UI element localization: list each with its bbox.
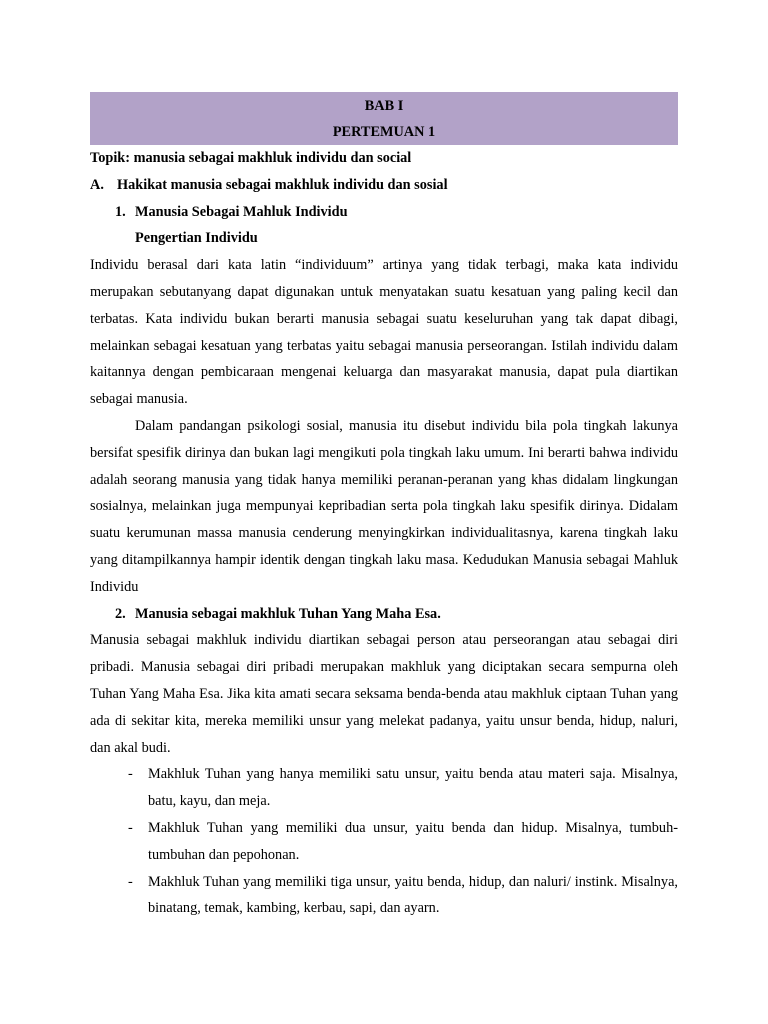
paragraph-psikologi-sosial: Dalam pandangan psikologi sosial, manusia itu disebut individu bila pola tingkah lakunya bersifat spesifik dirinya dan bukan lagi mengikuti pola tingkah laku umum. Ini berarti bahwa individu adalah seorang manusia yang tidak hanya memiliki peranan-peranan yang khas didalam lingkungan sosialnya, melainkan juga mempunyai kepribadian serta pola tingkah laku spesifik dirinya. Didalam suatu kerumunan massa manusia cenderung menyingkirkan individualitasnya, karena tingkah laku yang ditampilkannya hampir identik dengan tingkah laku masa. Kedudukan Manusia sebagai Mahluk Individu [90, 417, 678, 595]
subsection-1-marker: 1. [115, 203, 126, 220]
paragraph-makhluk-tuhan: Manusia sebagai makhluk individu diartikan sebagai person atau perseorangan atau sebagai diri pribadi. Manusia sebagai diri pribadi merupakan makhluk yang diciptakan secara sempurna oleh Tuhan Yang Maha Esa. Jika kita amati secara seksama benda-benda atau makhluk ciptaan Tuhan yang ada di sekitar kita, mereka memiliki unsur yang melekat padanya, yaitu unsur benda, hidup, naluri, dan akal budi. [90, 632, 678, 756]
subsection-2-heading [90, 601, 678, 628]
list-item-text: Makhluk Tuhan yang memiliki dua unsur, yaitu benda dan hidup. Misalnya, tumbuh-tumbuhan dan pepohonan. [148, 819, 678, 863]
subsection-2-title: Manusia sebagai makhluk Tuhan Yang Maha Esa. [135, 605, 441, 622]
bullet-dash: - [128, 819, 133, 836]
paragraph-individu-definition: Individu berasal dari kata latin “individuum” artinya yang tidak terbagi, maka kata individu merupakan sebutanyang dapat digunakan untuk menyatakan suatu kesatuan yang paling kecil dan terbatas. Kata individu bukan berarti manusia sebagai suatu keseluruhan yang tak dapat dibagi, melainkan sebagai kesatuan yang terbatas yaitu sebagai manusia perseorangan. Istilah individu dalam kaitannya dengan pembicaraan mengenai keluarga dan masyarakat manusia, dapat pula diartikan sebagai manusia. [90, 257, 678, 408]
subheading-pengertian: Pengertian Individu [135, 230, 258, 247]
subsection-1-title: Manusia Sebagai Mahluk Individu [135, 203, 348, 220]
section-a-marker: A. [90, 176, 104, 193]
bullet-dash: - [128, 766, 133, 783]
section-a-title: Hakikat manusia sebagai makhluk individu dan sosial [117, 176, 448, 193]
bullet-list [90, 761, 678, 922]
bullet-dash: - [128, 873, 133, 890]
subsection-1-heading [90, 199, 678, 226]
list-item [90, 815, 678, 869]
list-item-text: Makhluk Tuhan yang hanya memiliki satu unsur, yaitu benda atau materi saja. Misalnya, batu, kayu, dan meja. [148, 766, 678, 810]
list-item-text: Makhluk Tuhan yang memiliki tiga unsur, yaitu benda, hidup, dan naluri/ instink. Misalnya, binatang, temak, kambing, kerbau, sapi, dan ayarn. [148, 873, 678, 917]
page-content [90, 92, 678, 922]
list-item [90, 869, 678, 923]
chapter-banner [90, 92, 678, 145]
chapter-title: BAB I [364, 98, 404, 114]
topic-line: Topik: manusia sebagai makhluk individu dan social [90, 150, 412, 166]
subsection-2-marker: 2. [115, 605, 126, 622]
meeting-title: PERTEMUAN 1 [332, 124, 436, 140]
list-item [90, 761, 678, 815]
section-a-heading [90, 172, 678, 199]
